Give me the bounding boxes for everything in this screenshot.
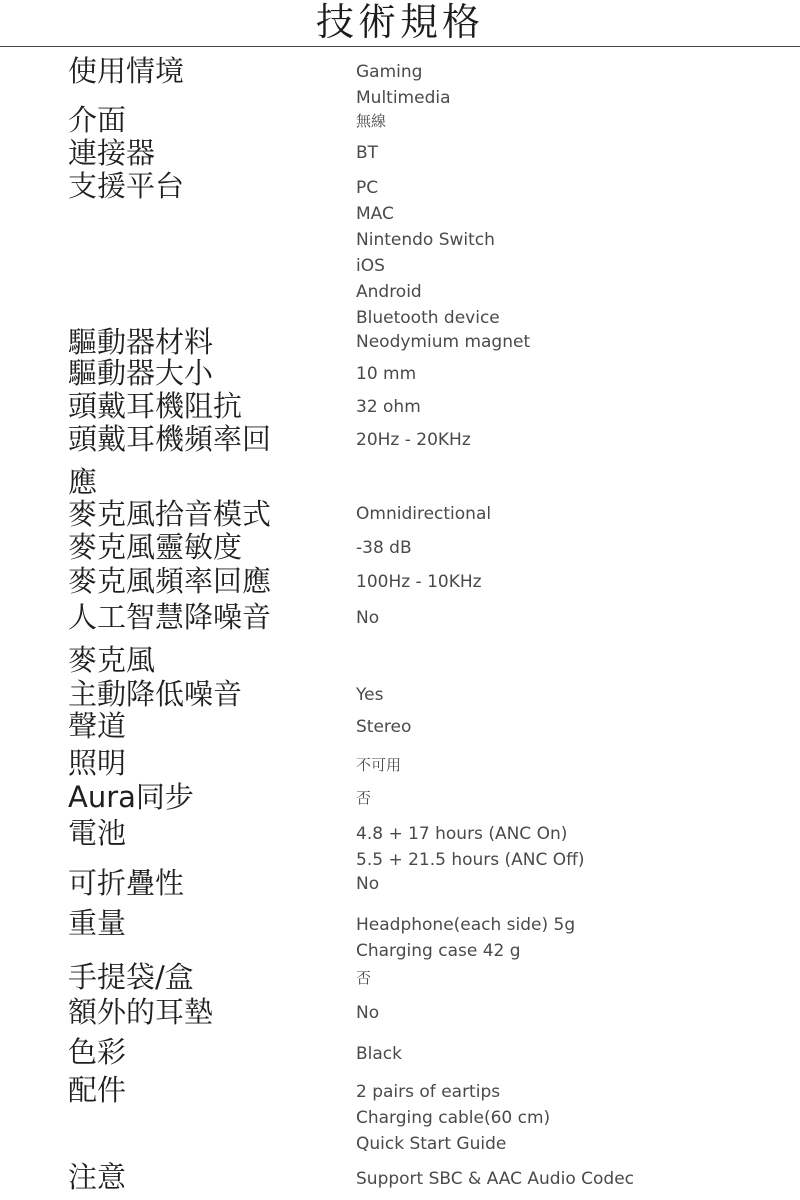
spec-value-driver-material: Neodymium magnet bbox=[356, 332, 531, 352]
spec-label-extra-earpads: 額外的耳墊 bbox=[68, 995, 214, 1029]
spec-label-battery: 電池 bbox=[68, 816, 127, 850]
spec-value-accessories-3: Quick Start Guide bbox=[356, 1134, 507, 1154]
spec-value-usage-1: Gaming bbox=[356, 62, 423, 82]
spec-value-channel: Stereo bbox=[356, 717, 412, 737]
page-title: 技術規格 bbox=[315, 0, 484, 44]
spec-label-color: 色彩 bbox=[68, 1035, 127, 1069]
spec-value-platform-6: Bluetooth device bbox=[356, 308, 500, 328]
spec-value-mic-sensitivity: -38 dB bbox=[356, 538, 412, 558]
spec-value-impedance: 32 ohm bbox=[356, 397, 421, 417]
spec-label-aura-sync: Aura同步 bbox=[68, 780, 194, 814]
spec-value-accessories-1: 2 pairs of eartips bbox=[356, 1082, 501, 1102]
spec-value-ai-mic: No bbox=[356, 608, 380, 628]
spec-label-frequency-response-line2: 應 bbox=[68, 465, 98, 499]
spec-value-battery-1: 4.8 + 17 hours (ANC On) bbox=[356, 824, 568, 844]
spec-value-platform-3: Nintendo Switch bbox=[356, 230, 495, 250]
spec-value-foldable: No bbox=[356, 874, 380, 894]
spec-label-frequency-response-line1: 頭戴耳機頻率回 bbox=[68, 422, 272, 456]
spec-value-platform-5: Android bbox=[356, 282, 422, 302]
spec-label-interface: 介面 bbox=[68, 103, 127, 137]
spec-value-weight-1: Headphone(each side) 5g bbox=[356, 915, 576, 935]
spec-value-mic-pickup: Omnidirectional bbox=[356, 504, 492, 524]
title-divider bbox=[0, 46, 800, 47]
spec-value-note: Support SBC & AAC Audio Codec bbox=[356, 1169, 634, 1189]
spec-value-weight-2: Charging case 42 g bbox=[356, 941, 521, 961]
spec-label-weight: 重量 bbox=[68, 906, 127, 940]
spec-label-anc: 主動降低噪音 bbox=[68, 677, 243, 711]
spec-label-accessories: 配件 bbox=[68, 1073, 127, 1107]
spec-label-mic-sensitivity: 麥克風靈敏度 bbox=[68, 530, 243, 564]
spec-label-channel: 聲道 bbox=[68, 709, 127, 743]
spec-value-color: Black bbox=[356, 1044, 402, 1064]
spec-label-usage: 使用情境 bbox=[68, 54, 185, 88]
spec-label-connector: 連接器 bbox=[68, 136, 156, 170]
spec-label-ai-mic-line1: 人工智慧降噪音 bbox=[68, 600, 272, 634]
spec-value-accessories-2: Charging cable(60 cm) bbox=[356, 1108, 551, 1128]
spec-value-interface: 無線 bbox=[356, 112, 387, 130]
spec-value-lighting: 不可用 bbox=[356, 756, 402, 774]
spec-value-mic-frequency: 100Hz - 10KHz bbox=[356, 572, 482, 592]
spec-value-frequency-response: 20Hz - 20KHz bbox=[356, 430, 471, 450]
spec-value-platform-1: PC bbox=[356, 178, 379, 198]
spec-label-carry-bag: 手提袋/盒 bbox=[68, 960, 194, 994]
spec-label-ai-mic-line2: 麥克風 bbox=[68, 643, 156, 677]
spec-value-carry-bag: 否 bbox=[356, 969, 372, 987]
spec-label-driver-size: 驅動器大小 bbox=[68, 356, 214, 390]
spec-label-impedance: 頭戴耳機阻抗 bbox=[68, 389, 243, 423]
spec-value-connector: BT bbox=[356, 143, 379, 163]
spec-label-driver-material: 驅動器材料 bbox=[68, 325, 214, 359]
spec-value-anc: Yes bbox=[356, 685, 384, 705]
spec-value-driver-size: 10 mm bbox=[356, 364, 417, 384]
spec-label-foldable: 可折疊性 bbox=[68, 866, 185, 900]
spec-value-extra-earpads: No bbox=[356, 1003, 380, 1023]
spec-value-platform-2: MAC bbox=[356, 204, 394, 224]
spec-label-note: 注意 bbox=[68, 1160, 127, 1194]
spec-value-platform-4: iOS bbox=[356, 256, 385, 276]
spec-label-mic-pickup: 麥克風拾音模式 bbox=[68, 497, 272, 531]
spec-value-battery-2: 5.5 + 21.5 hours (ANC Off) bbox=[356, 850, 585, 870]
spec-value-aura-sync: 否 bbox=[356, 789, 372, 807]
spec-value-usage-2: Multimedia bbox=[356, 88, 451, 108]
spec-label-mic-frequency: 麥克風頻率回應 bbox=[68, 564, 272, 598]
spec-label-platform: 支援平台 bbox=[68, 169, 185, 203]
spec-label-lighting: 照明 bbox=[68, 746, 127, 780]
